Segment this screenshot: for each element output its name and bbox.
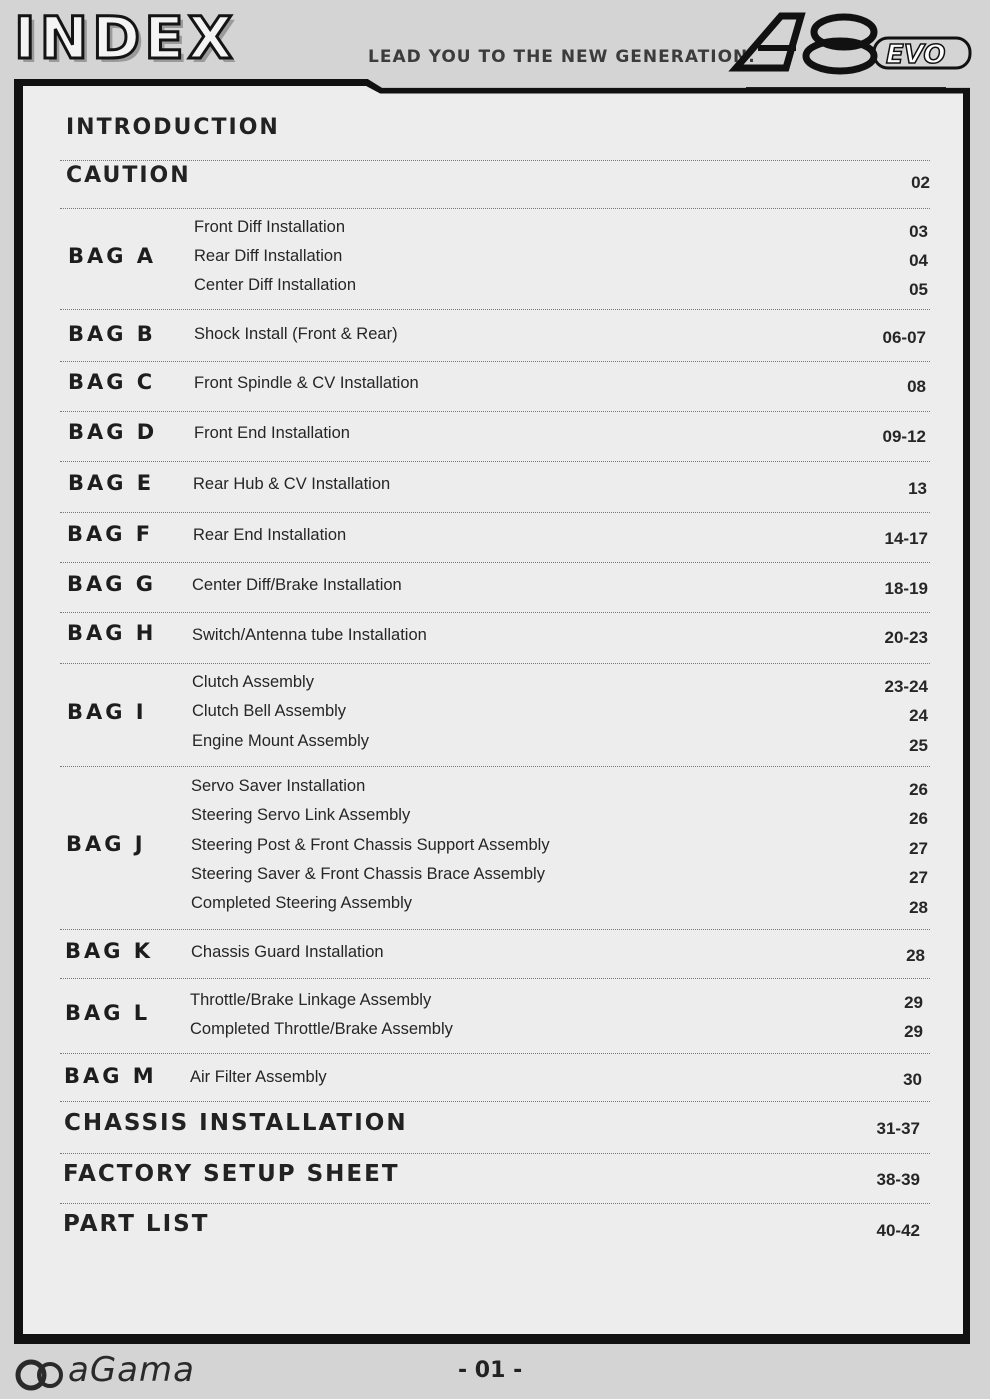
divider: [60, 929, 930, 930]
bag-a-label: BAG A: [68, 244, 157, 268]
tagline: LEAD YOU TO THE NEW GENERATION.: [368, 47, 756, 67]
index-panel: [23, 86, 963, 1334]
toc-entry-title: Completed Throttle/Brake Assembly: [190, 1020, 453, 1038]
toc-entry-title: Center Diff Installation: [194, 276, 357, 294]
divider: [60, 1153, 930, 1154]
divider: [60, 978, 930, 979]
toc-entry-page: 29: [904, 993, 923, 1012]
toc-entry-title: Steering Servo Link Assembly: [191, 806, 411, 824]
index-title: INDEX: [14, 4, 237, 72]
bag-b-label: BAG B: [68, 322, 156, 346]
toc-entry-title: Steering Post & Front Chassis Support Assembly: [191, 836, 550, 854]
toc-entry-title: Front End Installation: [194, 424, 350, 442]
toc-entry-title: Rear End Installation: [193, 526, 347, 544]
chassis-installation-title: CHASSIS INSTALLATION: [64, 1110, 408, 1136]
part-list-page: 40-42: [876, 1221, 920, 1240]
divider: [60, 1053, 930, 1054]
divider: [60, 512, 930, 513]
divider: [60, 411, 930, 412]
toc-entry-page: 30: [903, 1070, 922, 1089]
toc-entry-title: Throttle/Brake Linkage Assembly: [190, 991, 432, 1009]
divider: [60, 766, 930, 767]
bag-i-label: BAG I: [67, 700, 147, 724]
toc-entry-title: Front Spindle & CV Installation: [194, 374, 419, 392]
divider: [60, 1101, 930, 1102]
divider: [60, 160, 930, 161]
chassis-installation-page: 31-37: [876, 1119, 920, 1138]
toc-entry-title: Steering Saver & Front Chassis Brace Assembly: [191, 865, 545, 883]
bag-h-label: BAG H: [67, 621, 157, 645]
factory-setup-sheet-title: FACTORY SETUP SHEET: [63, 1161, 400, 1187]
toc-entry-page: 04: [909, 251, 928, 270]
toc-entry-title: Servo Saver Installation: [191, 777, 366, 795]
toc-entry-page: 03: [909, 222, 928, 241]
toc-entry-title: Front Diff Installation: [194, 218, 346, 236]
toc-entry-page: 27: [909, 839, 928, 858]
divider: [60, 663, 930, 664]
caution-page: 02: [911, 173, 930, 192]
introduction-title: INTRODUCTION: [66, 115, 280, 140]
toc-entry-title: Rear Hub & CV Installation: [193, 475, 391, 493]
toc-entry-page: 18-19: [884, 579, 928, 598]
toc-entry-title: Shock Install (Front & Rear): [194, 325, 398, 343]
agama-logo-icon: [14, 1357, 66, 1391]
toc-entry-page: 26: [909, 780, 928, 799]
toc-entry-page: 23-24: [884, 677, 928, 696]
toc-entry-title: Completed Steering Assembly: [191, 894, 413, 912]
toc-entry-page: 28: [909, 898, 928, 917]
toc-entry-title: Clutch Bell Assembly: [192, 702, 347, 720]
toc-entry-page: 05: [909, 280, 928, 299]
part-list-title: PART LIST: [63, 1211, 210, 1237]
toc-entry-page: 08: [907, 377, 926, 396]
toc-entry-title: Chassis Guard Installation: [191, 943, 384, 961]
toc-entry-title: Rear Diff Installation: [194, 247, 343, 265]
bag-g-label: BAG G: [67, 572, 157, 596]
divider: [60, 361, 930, 362]
toc-entry-title: Switch/Antenna tube Installation: [192, 626, 427, 644]
bag-m-label: BAG M: [64, 1064, 157, 1088]
toc-entry-title: Clutch Assembly: [192, 673, 314, 691]
bag-l-label: BAG L: [65, 1001, 151, 1025]
toc-entry-page: 29: [904, 1022, 923, 1041]
toc-entry-title: Air Filter Assembly: [190, 1068, 327, 1086]
bag-j-label: BAG J: [66, 832, 146, 856]
toc-entry-page: 20-23: [884, 628, 928, 647]
divider: [60, 208, 930, 209]
divider: [60, 612, 930, 613]
page-number: - 01 -: [458, 1358, 523, 1383]
bag-e-label: BAG E: [68, 471, 155, 495]
svg-text:EVO: EVO: [886, 40, 946, 70]
agama-logo-text: aGama: [68, 1350, 195, 1390]
bag-d-label: BAG D: [68, 420, 158, 444]
factory-setup-sheet-page: 38-39: [876, 1170, 920, 1189]
divider: [60, 461, 930, 462]
bag-f-label: BAG F: [67, 522, 154, 546]
toc-entry-page: 28: [906, 946, 925, 965]
divider: [60, 309, 930, 310]
toc-entry-page: 26: [909, 809, 928, 828]
bag-c-label: BAG C: [68, 370, 156, 394]
toc-entry-page: 13: [908, 479, 927, 498]
toc-entry-page: 09-12: [882, 427, 926, 446]
toc-entry-title: Engine Mount Assembly: [192, 732, 370, 750]
toc-entry-title: Center Diff/Brake Installation: [192, 576, 402, 594]
toc-entry-page: 24: [909, 706, 928, 725]
bag-k-label: BAG K: [65, 939, 154, 963]
toc-entry-page: 06-07: [882, 328, 926, 347]
divider: [60, 562, 930, 563]
caution-title: CAUTION: [66, 163, 191, 188]
toc-entry-page: 14-17: [884, 529, 928, 548]
a8-evo-logo: [726, 8, 976, 76]
divider: [60, 1203, 930, 1204]
toc-entry-page: 25: [909, 736, 928, 755]
toc-entry-page: 27: [909, 868, 928, 887]
